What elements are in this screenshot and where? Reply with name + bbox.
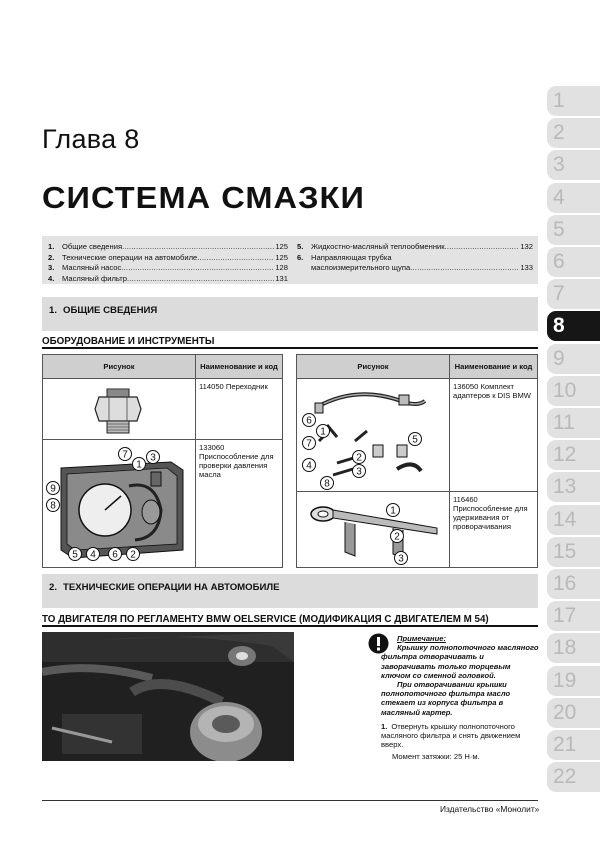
tool-picture bbox=[297, 492, 450, 568]
callout-label: 5 bbox=[412, 434, 418, 446]
callout-label: 1 bbox=[320, 426, 326, 438]
holding-tool-icon bbox=[297, 492, 449, 567]
chapter-tab-4[interactable]: 4 bbox=[547, 183, 600, 213]
chapter-tab-2[interactable]: 2 bbox=[547, 118, 600, 148]
callout-label: 1 bbox=[390, 505, 396, 517]
step-text: Отвернуть крышку полнопоточного масляного фильтра и снять движением вверх. bbox=[381, 722, 521, 750]
subheading-rule bbox=[42, 347, 538, 349]
tool-picture bbox=[43, 440, 196, 568]
toc-entry[interactable]: 4. Масляный фильтр ..... 131 bbox=[48, 274, 288, 285]
tools-table-left bbox=[42, 354, 283, 568]
page-title: СИСТЕМА СМАЗКИ bbox=[42, 180, 365, 215]
chapter-tab-21[interactable]: 21 bbox=[547, 730, 600, 760]
callout-label: 4 bbox=[90, 549, 96, 561]
tool-name: 136050 Комплект адаптеров к DIS BMW bbox=[450, 379, 538, 492]
chapter-tab-8[interactable]: 8 bbox=[547, 311, 600, 341]
note-body: Крышку полнопоточного масляного фильтра отворачивать и заворачивать только торцевым ключом со сменной головкой. bbox=[381, 643, 539, 680]
chapter-tab-10[interactable]: 10 bbox=[547, 376, 600, 406]
chapter-tab-20[interactable]: 20 bbox=[547, 698, 600, 728]
chapter-tab-14[interactable]: 14 bbox=[547, 505, 600, 535]
toc-entry[interactable]: 1. Общие сведения ..... 125 bbox=[48, 242, 288, 253]
note-body-2: При отворачивании крышки полнопоточного фильтра масло стекает из корпуса фильтра в масляный картер. bbox=[381, 680, 511, 717]
column-header-picture: Рисунок bbox=[43, 355, 196, 379]
publisher: Издательство «Монолит» bbox=[440, 804, 540, 814]
chapter-tab-22[interactable]: 22 bbox=[547, 762, 600, 792]
toc-box bbox=[42, 236, 538, 284]
toc-entry[interactable]: 2. Технические операции на автомобиле ..... 125 bbox=[48, 253, 288, 264]
callout-label: 7 bbox=[306, 438, 312, 450]
step-number: 1. bbox=[381, 722, 388, 731]
engine-photo bbox=[42, 632, 294, 761]
chapter-tab-16[interactable]: 16 bbox=[547, 569, 600, 599]
chapter-tab-18[interactable]: 18 bbox=[547, 633, 600, 663]
chapter-tab-9[interactable]: 9 bbox=[547, 344, 600, 374]
chapter-tab-3[interactable]: 3 bbox=[547, 150, 600, 180]
callout-label: 6 bbox=[306, 415, 312, 427]
tools-table-right bbox=[296, 354, 538, 568]
column-header-picture: Рисунок bbox=[297, 355, 450, 379]
subheading-equipment: ОБОРУДОВАНИЕ И ИНСТРУМЕНТЫ bbox=[42, 336, 215, 347]
callout-label: 4 bbox=[306, 460, 312, 472]
note-block bbox=[381, 634, 539, 717]
chapter-tab-12[interactable]: 12 bbox=[547, 440, 600, 470]
callout-label: 7 bbox=[122, 449, 128, 461]
callout-label: 9 bbox=[50, 483, 56, 495]
note-title: Примечание: bbox=[397, 634, 447, 643]
callout-label: 3 bbox=[356, 466, 362, 478]
instruction-step bbox=[381, 722, 541, 750]
toc-entry[interactable]: 6. Направляющая трубка bbox=[297, 252, 392, 262]
chapter-label: Глава 8 bbox=[42, 124, 140, 154]
chapter-tab-6[interactable]: 6 bbox=[547, 247, 600, 277]
footer-rule bbox=[42, 800, 538, 801]
toc-entry-continued[interactable]: маслоизмерительного щупа ..... 133 bbox=[297, 263, 533, 274]
callout-label: 1 bbox=[136, 459, 142, 471]
chapter-tab-7[interactable]: 7 bbox=[547, 279, 600, 309]
callout-label: 3 bbox=[398, 553, 404, 565]
pressure-gauge-case-icon bbox=[43, 440, 195, 567]
section-bar-general: 1. ОБЩИЕ СВЕДЕНИЯ bbox=[42, 297, 538, 331]
toc-entry[interactable]: 5. Жидкостно-масляный теплообменник ..... 132 bbox=[297, 242, 533, 253]
subheading-maintenance: ТО ДВИГАТЕЛЯ ПО РЕГЛАМЕНТУ BMW OELSERVICE (МОДИФИКАЦИЯ С ДВИГАТЕЛЕМ М 54) bbox=[42, 614, 489, 625]
tool-name: 116460 Приспособление для удерживания от проворачивания bbox=[450, 492, 538, 568]
tool-name: 114050 Переходник bbox=[196, 379, 283, 440]
toc-column-left bbox=[48, 242, 288, 284]
callout-label: 2 bbox=[394, 531, 400, 543]
adapter-kit-icon bbox=[297, 379, 449, 491]
callout-label: 2 bbox=[130, 549, 136, 561]
callout-label: 2 bbox=[356, 452, 362, 464]
chapter-tab-17[interactable]: 17 bbox=[547, 601, 600, 631]
callout-label: 5 bbox=[72, 549, 78, 561]
adapter-fitting-icon bbox=[43, 379, 195, 439]
subheading-rule bbox=[42, 625, 538, 627]
engine-oil-filter-photo bbox=[42, 632, 294, 761]
chapter-tab-15[interactable]: 15 bbox=[547, 537, 600, 567]
chapter-tab-11[interactable]: 11 bbox=[547, 408, 600, 438]
torque-spec: Момент затяжки: 25 Н·м. bbox=[392, 752, 480, 761]
callout-label: 8 bbox=[324, 478, 330, 490]
toc-entry[interactable]: 3. Масляный насос ..... 128 bbox=[48, 263, 288, 274]
tool-picture bbox=[297, 379, 450, 492]
chapter-tab-1[interactable]: 1 bbox=[547, 86, 600, 116]
column-header-name: Наименование и код bbox=[450, 355, 538, 379]
section-bar-operations: 2. ТЕХНИЧЕСКИЕ ОПЕРАЦИИ НА АВТОМОБИЛЕ bbox=[42, 574, 538, 608]
callout-label: 3 bbox=[150, 452, 156, 464]
callout-label: 8 bbox=[50, 500, 56, 512]
chapter-tab-19[interactable]: 19 bbox=[547, 666, 600, 696]
chapter-tab-13[interactable]: 13 bbox=[547, 472, 600, 502]
chapter-tab-5[interactable]: 5 bbox=[547, 215, 600, 245]
tool-picture bbox=[43, 379, 196, 440]
column-header-name: Наименование и код bbox=[196, 355, 283, 379]
callout-label: 6 bbox=[112, 549, 118, 561]
tool-name: 133060 Приспособление для проверки давления масла bbox=[196, 440, 283, 568]
toc-column-right bbox=[297, 242, 533, 274]
